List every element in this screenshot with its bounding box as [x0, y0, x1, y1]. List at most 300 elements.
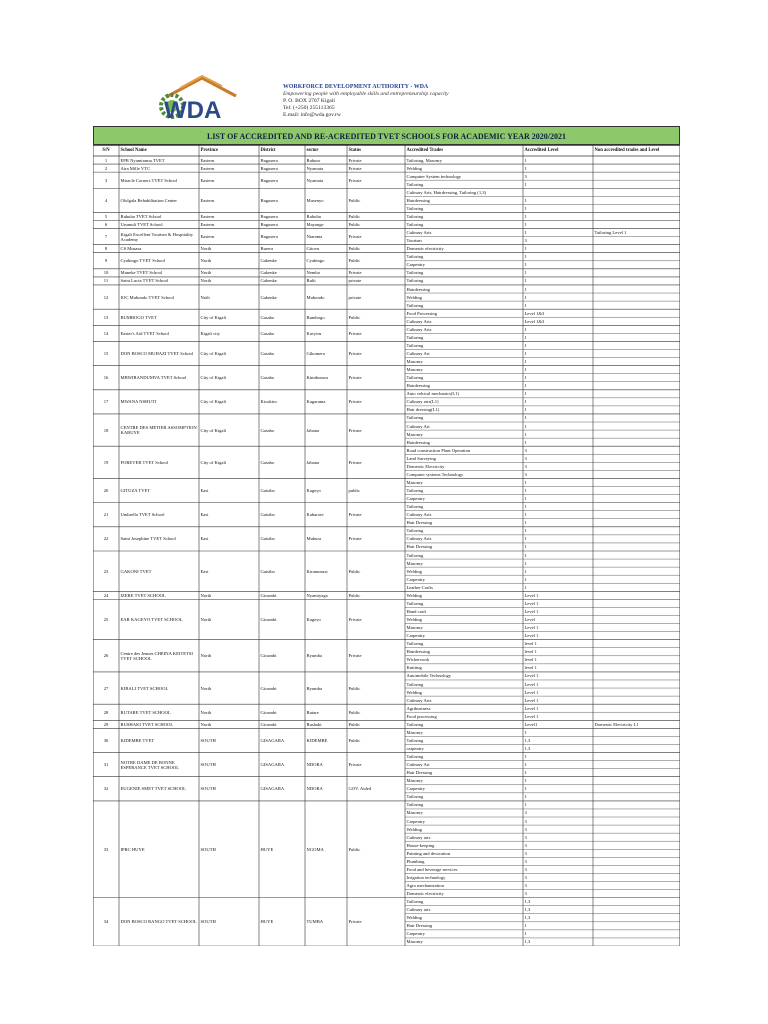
accredited-level: 1	[524, 931, 527, 937]
accredited-level: 1,3	[524, 939, 531, 945]
accredited-level: 1	[524, 391, 527, 397]
org-tel: Tel: (+250) 255113365	[283, 105, 335, 111]
accredited-trade: Culinary Art	[406, 423, 430, 429]
accredited-trade: Culinary Art	[406, 762, 430, 768]
accredited-level: 1	[524, 375, 527, 381]
school-sector: Gikomero	[306, 351, 326, 356]
school-province: North	[200, 685, 212, 691]
accredited-level: 1	[524, 213, 527, 219]
school-sector: Kageyo	[306, 617, 321, 623]
accredited-level: 3	[524, 858, 527, 864]
accredited-trade: Tailoring	[406, 504, 424, 510]
accredited-level: 1	[524, 246, 527, 252]
school-sector: Byumba	[306, 653, 323, 659]
school-status: Public	[348, 246, 361, 252]
row-number: 9	[104, 258, 108, 264]
school-sector: Kabarore	[306, 512, 324, 518]
accredited-level: level 1	[524, 649, 537, 655]
school-name: Ololgala Rehabilitation Center	[120, 197, 177, 203]
accredited-level: 3	[524, 874, 527, 880]
school-district: Gicumbi	[260, 592, 277, 598]
accredited-level: 1,3	[524, 899, 531, 905]
accredited-trade: Hair Dressing	[406, 544, 433, 550]
accredited-trade: Hairdressing	[406, 439, 430, 445]
accredited-trade: Culinary arts	[406, 907, 431, 913]
school-district: Bugusera	[260, 234, 278, 240]
accredited-trade: Hand craft	[406, 608, 427, 614]
accredited-level: 1	[524, 528, 527, 534]
accredited-trade: Tailoring, Masonry	[406, 157, 442, 163]
school-status: Public	[348, 213, 361, 219]
accredited-level: 1	[524, 786, 527, 792]
accredited-trade: Tailoring	[406, 528, 424, 534]
school-name: IOC Muhondo TVET School	[120, 294, 175, 300]
accredited-level: Level1	[524, 721, 538, 727]
column-header: S/N	[102, 148, 110, 153]
school-district: Gasabo	[260, 459, 275, 465]
row-number: 28	[103, 709, 109, 715]
school-status: Private	[348, 427, 362, 433]
school-status: Public	[348, 222, 361, 228]
school-province: North	[200, 721, 212, 727]
accredited-level: 1,3	[524, 737, 531, 743]
wda-logo	[150, 74, 240, 124]
accredited-level: Level 1	[524, 633, 539, 639]
accredited-trade: Hairdressing	[406, 383, 430, 389]
school-name: DON BOSCO MUHAZI TVET School	[120, 351, 194, 356]
accredited-level: 1	[524, 536, 527, 542]
accredited-level: 1	[524, 367, 527, 373]
accredited-trade: Carpentry	[406, 931, 425, 937]
school-sector: Cyabingo	[306, 258, 325, 264]
school-name: EAR KAGEYO TVET SCHOOL	[120, 617, 183, 623]
accredited-trade: Culinary Arts	[406, 512, 432, 518]
accredited-trade: Masonry	[406, 625, 423, 631]
accredited-level: 1	[524, 439, 527, 445]
school-status: Public	[348, 314, 361, 320]
accredited-trade: Masonry	[406, 367, 423, 373]
accredited-level: 1	[524, 729, 527, 735]
accredited-trade: Tailoring	[406, 415, 424, 421]
accredited-trade: Tourism	[406, 238, 422, 244]
school-status: Public	[348, 568, 361, 574]
accredited-trade: Hairdressing	[406, 286, 430, 292]
accredited-level: Level 1	[524, 689, 539, 695]
school-sector: Kacyiru	[306, 330, 322, 336]
school-province: North	[200, 592, 212, 598]
letterhead	[0, 0, 768, 124]
school-district: Kicukiro	[260, 399, 277, 405]
accredited-level: 1	[524, 342, 527, 348]
accredited-trade: Tailoring	[406, 278, 424, 284]
accredited-level: 1	[524, 479, 527, 485]
accredited-level: 1	[524, 278, 527, 284]
school-status: Public	[348, 592, 361, 598]
accredited-level: 1	[524, 923, 527, 929]
row-number: 2	[104, 165, 108, 171]
school-name: Ruhuha TVET School	[120, 213, 162, 219]
school-status: Public	[348, 846, 361, 852]
school-name: Aira Mille VTC	[120, 165, 151, 171]
school-district: Bugusera	[260, 177, 278, 183]
school-province: Kigali city	[200, 330, 221, 336]
accredited-level: 1	[524, 262, 527, 268]
accredited-trade: Culinary Arts	[406, 318, 432, 324]
school-status: GOV. Aided	[348, 786, 372, 792]
accredited-level: 3	[524, 850, 527, 856]
accredited-trade: Hairdressing	[406, 197, 430, 203]
row-number: 17	[103, 399, 109, 405]
school-province: Eastern	[200, 213, 215, 219]
school-district: Gasabo	[260, 427, 275, 433]
row-number: 34	[103, 919, 109, 925]
accredited-level: 1	[524, 326, 527, 332]
accredited-level: Level 1&3	[524, 318, 545, 324]
school-province: East	[200, 512, 209, 518]
accredited-level: 1	[524, 488, 527, 494]
school-sector: Rushaki	[306, 721, 322, 727]
school-province: City of Kigali	[200, 459, 227, 465]
accredited-trade: Domestic Electricity	[406, 463, 445, 469]
column-header: Accredited Level	[524, 148, 559, 153]
school-name: GITUZA TVET	[120, 488, 151, 494]
accredited-level: 3	[524, 810, 527, 816]
accredited-level: 1	[524, 568, 527, 574]
schools-table	[93, 145, 680, 946]
school-province: City of Kigali	[200, 399, 227, 405]
accredited-trade: Tailoring	[406, 334, 424, 340]
school-district: HUYE	[260, 919, 274, 925]
accredited-trade: Tailoring	[406, 802, 424, 808]
school-sector: NDORA	[306, 786, 323, 792]
accredited-trade: Food Processing	[406, 310, 437, 316]
school-status: Private	[348, 536, 362, 542]
school-sector: NGOMA	[306, 846, 324, 852]
school-district: Bugusera	[260, 197, 278, 203]
school-province: Eastern	[200, 197, 215, 203]
accredited-level: level 1	[524, 657, 537, 663]
school-district: Gakenke	[260, 270, 277, 276]
school-name: MBWIRANDUMVA TVET School	[120, 375, 187, 381]
school-sector: Kagarama	[306, 399, 326, 405]
school-district: Gatsibo	[260, 512, 275, 518]
accredited-trade: Domestic electricity	[406, 246, 444, 252]
accredited-level: 3	[524, 842, 527, 848]
school-province: East	[200, 568, 209, 574]
accredited-trade: Welding	[406, 689, 422, 695]
row-number: 3	[104, 177, 108, 183]
school-district: Gicumbi	[260, 685, 277, 691]
accredited-trade: Wickerwork	[406, 657, 430, 663]
accredited-level: Level 1	[524, 625, 539, 631]
accredited-level: 1	[524, 754, 527, 760]
school-name: RUTARE TVET SCHOOL	[120, 709, 171, 715]
accredited-trade: Culinary Arts	[406, 536, 432, 542]
school-province: North	[200, 278, 212, 284]
accredited-level: 1	[524, 399, 527, 405]
school-sector: Kimihurura	[306, 375, 328, 381]
accredited-level: 1	[524, 230, 527, 236]
accredited-trade: Carpentry	[406, 633, 425, 639]
accredited-trade: Knitting	[406, 665, 422, 671]
accredited-trade: Domestic electricity	[406, 891, 444, 897]
accredited-level: 1	[524, 205, 527, 211]
school-sector: Jabana	[306, 427, 319, 433]
school-sector: Mayange	[306, 222, 324, 228]
accredited-trade: Masonry	[406, 479, 423, 485]
accredited-trade: Hair Dressing	[406, 520, 433, 526]
row-number: 24	[103, 592, 109, 598]
school-province: East	[200, 488, 209, 494]
school-status: Public	[348, 197, 361, 203]
row-number: 14	[103, 330, 109, 336]
school-status: Private	[348, 330, 362, 336]
school-name: EUGENIE SMET TVET SCHOOL	[120, 786, 186, 792]
accredited-level: 3	[524, 463, 527, 469]
school-province: North	[200, 709, 212, 715]
school-district: Bugusera	[260, 222, 278, 228]
accredited-trade: Carpentry	[406, 786, 425, 792]
school-district: Gakenke	[260, 258, 277, 264]
accredited-trade: Hair Dressing	[406, 770, 433, 776]
school-status: Public	[348, 737, 361, 743]
school-status: Public	[348, 721, 361, 727]
row-number: 8	[104, 246, 108, 252]
accredited-trade: Welding	[406, 915, 422, 921]
accredited-level: 3	[524, 818, 527, 824]
school-province: City of Kigali	[200, 314, 227, 320]
org-name: WORKFORCE DEVELOPMENT AUTHORITY - WDA	[283, 84, 429, 90]
school-province: City of Kigali	[200, 427, 227, 433]
school-district: Gicumbi	[260, 653, 277, 659]
column-header: sector	[306, 148, 319, 153]
accredited-level: 3	[524, 866, 527, 872]
accredited-level: 1,3	[524, 915, 531, 921]
accredited-level: 1	[524, 504, 527, 510]
accredited-level: 1	[524, 496, 527, 502]
school-province: SOUTH	[200, 737, 216, 743]
school-name: EPR Nyamirama TVET	[120, 157, 165, 163]
accredited-trade: Masonry	[406, 359, 423, 365]
row-number: 7	[104, 234, 108, 240]
row-number: 32	[103, 786, 109, 792]
accredited-trade: Tailoring	[406, 222, 424, 228]
school-district: Bugusera	[260, 165, 278, 171]
school-province: Eastern	[200, 157, 215, 163]
school-district: Gatsibo	[260, 536, 275, 542]
school-sector: Ruhuro	[306, 157, 321, 163]
school-name: Kigali Excellent Tourism & Hospitality Academy	[120, 231, 194, 242]
accredited-level: 1	[524, 351, 527, 356]
school-status: Public	[348, 258, 361, 264]
accredited-trade: Hair Dressing	[406, 923, 433, 929]
school-province: City of Kigali	[200, 375, 227, 381]
accredited-trade: Tailoring	[406, 794, 424, 800]
school-sector: KIDEMBE	[306, 737, 328, 743]
accredited-trade: Masonry	[406, 810, 423, 816]
accredited-trade: Welding	[406, 568, 422, 574]
school-district: Gicumbi	[260, 617, 277, 623]
accredited-trade: Culinary Arts	[406, 326, 432, 332]
school-name: KIDEMBE TVET	[120, 737, 155, 743]
school-sector: Nyamata	[306, 165, 324, 171]
accredited-level: 1	[524, 334, 527, 340]
accredited-trade: Carpentry	[406, 576, 425, 582]
accredited-level: Level	[524, 617, 535, 623]
school-status: Private	[348, 270, 362, 276]
accredited-trade: Masonry	[406, 431, 423, 437]
accredited-trade: Hair dressing(L1)	[406, 407, 440, 413]
accredited-trade: Agro mechanization	[406, 883, 444, 889]
accredited-level: 1	[524, 576, 527, 582]
row-number: 13	[103, 314, 109, 320]
accredited-trade: Tailoring	[406, 899, 424, 905]
accredited-level: 1	[524, 359, 527, 365]
school-province: SOUTH	[200, 762, 216, 768]
school-status: Private	[348, 919, 362, 925]
accredited-level: 3	[524, 834, 527, 840]
school-district: Gatsibo	[260, 568, 275, 574]
org-email: E.mail: info@wda.gov.rw	[283, 112, 341, 118]
accredited-level: 1	[524, 302, 527, 308]
school-status: Private	[348, 165, 362, 171]
accredited-level: 1	[524, 254, 527, 260]
accredited-trade: House-keeping	[406, 842, 435, 848]
row-number: 31	[103, 762, 109, 768]
non-accredited: Tailoring Level 1	[594, 230, 627, 236]
accredited-trade: Carpentry	[406, 818, 425, 824]
row-number: 20	[103, 488, 109, 494]
accredited-trade: Culinary Arts	[406, 230, 432, 236]
non-accredited: Domestic Electricity L1	[594, 721, 639, 727]
accredited-trade: Food processing	[406, 713, 437, 719]
accredited-trade: Tailoring	[406, 302, 424, 308]
school-sector: Jabana	[306, 459, 319, 465]
row-number: 6	[104, 222, 108, 228]
accredited-level: 1	[524, 552, 527, 558]
accredited-trade: Plumbing	[406, 858, 425, 864]
school-province: North	[200, 246, 212, 252]
accredited-level: Level 1	[524, 592, 539, 598]
school-district: Bugusera	[260, 213, 278, 219]
school-name: CS Musasa	[120, 246, 142, 252]
table-grid	[93, 145, 680, 946]
accredited-trade: Tailoring	[406, 342, 424, 348]
row-number: 26	[103, 653, 109, 659]
school-sector: Ruhuha	[306, 213, 321, 219]
column-header: Status	[348, 148, 362, 153]
school-status: Private	[348, 375, 362, 381]
row-number: 25	[103, 617, 109, 623]
school-sector: Muhondo	[306, 294, 325, 300]
accredited-trade: Culinary arts	[406, 834, 431, 840]
accredited-trade: Painting and decoration	[406, 850, 451, 856]
accredited-level: 3	[524, 238, 527, 244]
accredited-trade: Culinary Art	[406, 351, 430, 356]
school-name: NOTRE DAME DE BONNE ESPERANCE TVET SCHOOL	[120, 759, 180, 770]
school-district: GISAGARA	[260, 786, 285, 792]
school-province: SOUTH	[200, 786, 216, 792]
row-number: 22	[103, 536, 109, 542]
accredited-trade: Irrigation technology	[406, 874, 446, 880]
accredited-level: 1	[524, 286, 527, 292]
accredited-level: 3	[524, 447, 527, 453]
accredited-level: Level 1	[524, 608, 539, 614]
school-province: East	[200, 536, 209, 542]
school-district: Gasabo	[260, 314, 275, 320]
school-sector: Nyamiyaga	[306, 592, 328, 598]
accredited-trade: Tailoring	[406, 754, 424, 760]
school-sector: Nemba	[306, 270, 320, 276]
row-number: 19	[103, 459, 109, 465]
school-name: Cyabingo TVET School	[120, 258, 165, 264]
accredited-trade: Welding	[406, 592, 422, 598]
column-header: School Name	[120, 148, 147, 153]
accredited-trade: Computer systems Technology	[406, 471, 464, 477]
accredited-trade: Culinary arts(L1)	[406, 399, 439, 405]
school-name: MWANA NSHUTI	[120, 399, 157, 405]
row-number: 5	[104, 213, 108, 219]
accredited-trade: Road construction Plant Operation	[406, 447, 471, 453]
school-province: SOUTH	[200, 919, 216, 925]
accredited-level: Level 1	[524, 673, 539, 679]
school-status: Public	[348, 709, 361, 715]
accredited-level: 3	[524, 471, 527, 477]
accredited-level: 1	[524, 802, 527, 808]
accredited-level: 1	[524, 415, 527, 421]
school-district: Gasabo	[260, 351, 275, 356]
accredited-trade: Welding	[406, 294, 422, 300]
school-province: North	[200, 617, 212, 623]
row-number: 1	[104, 157, 108, 163]
row-number: 30	[103, 737, 109, 743]
school-sector: Gitovu	[306, 246, 320, 252]
accredited-trade: Masonry	[406, 729, 423, 735]
school-sector: Kiramuruzi	[306, 568, 328, 574]
school-district: Gakenke	[260, 294, 277, 300]
accredited-level: 3	[524, 883, 527, 889]
accredited-trade: Masonry	[406, 560, 423, 566]
accredited-level: 1	[524, 157, 527, 163]
accredited-trade: Tailoring	[406, 600, 424, 606]
accredited-trade: Tailoring	[406, 213, 424, 219]
logo-text: WDA	[164, 97, 222, 124]
school-province: SOUTH	[200, 846, 216, 852]
school-status: Private	[348, 653, 362, 659]
school-status: Private	[348, 177, 362, 183]
school-name: Centre des Jeunes CHEINA KEITETSI TVET SCHOOL	[120, 650, 193, 661]
school-district: Bugusera	[260, 157, 278, 163]
accredited-trade: Land Surveying	[406, 455, 436, 461]
school-name: KIBALI TVET SCHOOL	[120, 685, 169, 691]
school-sector: Musenyo	[306, 197, 324, 203]
accredited-level: 1	[524, 181, 527, 187]
column-header: Accredited Trades	[406, 148, 444, 153]
accredited-trade: Tailoring	[406, 721, 424, 727]
school-name: DON BOSCO RANGO TVET SCHOOL	[120, 919, 197, 925]
school-status: private	[348, 294, 362, 300]
accredited-level: 3	[524, 173, 527, 179]
school-sector: NDORA	[306, 762, 323, 768]
school-status: Private	[348, 234, 362, 240]
accredited-trade: Tailoring	[406, 552, 424, 558]
school-district: HUYE	[260, 846, 274, 852]
accredited-trade: Tailoring	[406, 205, 424, 211]
school-district: GISAGARA	[260, 737, 285, 743]
school-district: GISAGARA	[260, 762, 285, 768]
school-status: Private	[348, 617, 362, 623]
school-district: Gatsibo	[260, 488, 275, 494]
